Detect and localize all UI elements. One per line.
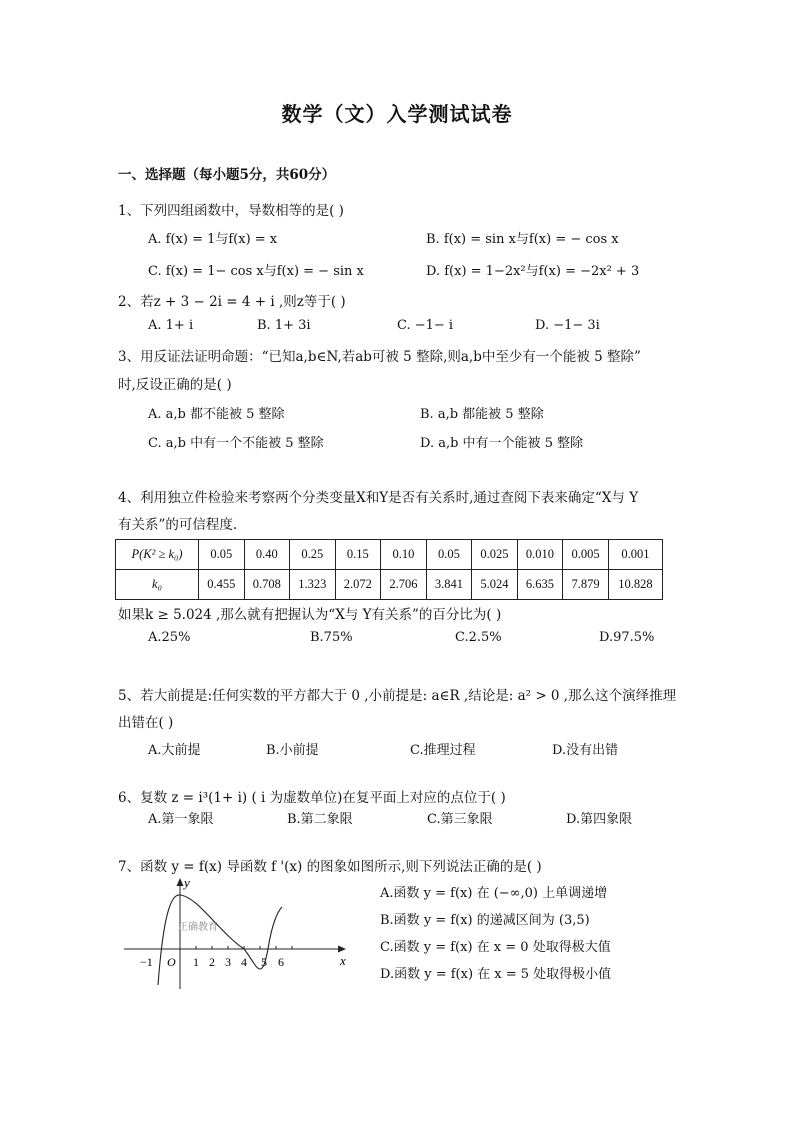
- table-row: [116, 570, 663, 600]
- question-2-option-b: B. 1+ 3i: [257, 318, 311, 333]
- question-3-option-d: D. a,b 中有一个能被 5 整除: [420, 436, 584, 451]
- section-heading: 一、选择题（每小题5分，共60分）: [118, 167, 336, 183]
- question-6-option-b: B.第二象限: [287, 812, 353, 827]
- x-axis-arrow-icon: [338, 946, 346, 953]
- question-3-stem-line-1: 3、用反证法证明命题：“已知a,b∈N,若ab可被 5 整除,则a,b中至少有一个能被 5 整除”: [118, 349, 641, 365]
- question-6-option-c: C.第三象限: [427, 812, 493, 827]
- question-6-option-a: A.第一象限: [148, 812, 214, 827]
- question-1-stem: 1、下列四组函数中，导数相等的是( ): [118, 203, 344, 219]
- question-1-option-c: C. f(x) = 1− cos x与f(x) = − sin x: [148, 264, 364, 279]
- x-axis-label: x: [340, 953, 346, 968]
- tick-label: 6: [278, 955, 284, 969]
- question-5-option-c: C.推理过程: [410, 743, 476, 758]
- tick-label: −1: [140, 955, 153, 969]
- table-cell: 0.05: [199, 540, 245, 570]
- question-7-stem: 7、函数 y = f(x) 导函数 f '(x) 的图象如图所示,则下列说法正确的是( ): [118, 859, 542, 875]
- tick-label: 4: [241, 955, 247, 969]
- y-axis-arrow-icon: [177, 878, 184, 886]
- tick-label: 2: [209, 955, 215, 969]
- question-5-option-d: D.没有出错: [552, 743, 619, 758]
- question-1-option-d: D. f(x) = 1−2x²与f(x) = −2x² + 3: [426, 264, 640, 279]
- table-cell: 0.005: [563, 540, 609, 570]
- question-4-stem-line-1: 4、利用独立件检验来考察两个分类变量X和Y是否有关系时,通过查阅下表来确定“X与 Y: [118, 490, 639, 506]
- table-cell: 6.635: [517, 570, 563, 600]
- table-cell: 0.25: [290, 540, 336, 570]
- y-axis-label: y: [184, 875, 190, 890]
- table-cell: 0.455: [199, 570, 245, 600]
- tick-label: 3: [225, 955, 231, 969]
- question-4-option-a: A.25%: [148, 630, 191, 645]
- table-cell: 7.879: [563, 570, 609, 600]
- question-2-option-c: C. −1− i: [397, 318, 454, 333]
- question-6-option-d: D.第四象限: [566, 812, 633, 827]
- table-cell: 0.001: [608, 540, 662, 570]
- question-3-stem-line-2: 时,反设正确的是( ): [118, 377, 232, 393]
- table-cell: 0.05: [426, 540, 472, 570]
- question-7-option-b: B.函数 y = f(x) 的递减区间为 (3,5): [380, 913, 590, 928]
- question-1-option-a: A. f(x) = 1与f(x) = x: [148, 232, 278, 247]
- question-3-option-c: C. a,b 中有一个不能被 5 整除: [148, 436, 324, 451]
- question-4-option-d: D.97.5%: [599, 630, 655, 645]
- question-4-option-c: C.2.5%: [455, 630, 502, 645]
- question-2-option-a: A. 1+ i: [148, 318, 194, 333]
- question-4-stem-line-3: 如果k ≥ 5.024 ,那么就有把握认为“X与 Y有关系”的百分比为( ): [118, 607, 502, 623]
- question-3-option-a: A. a,b 都不能被 5 整除: [148, 407, 285, 422]
- question-5-stem-line-1: 5、若大前提是:任何实数的平方都大于 0 ,小前提是: a∈R ,结论是: a² > 0 ,那么这个演绎推理: [118, 688, 677, 704]
- question-7-option-d: D.函数 y = f(x) 在 x = 5 处取得极小值: [380, 967, 612, 982]
- question-5-stem-line-2: 出错在( ): [118, 715, 174, 731]
- tick-label: 1: [193, 955, 199, 969]
- question-1-option-b: B. f(x) = sin x与f(x) = − cos x: [426, 232, 619, 247]
- table-cell: 3.841: [426, 570, 472, 600]
- derivative-graph: [118, 873, 358, 993]
- question-5-option-b: B.小前提: [266, 743, 319, 758]
- question-6-stem: 6、复数 z = i³(1+ i) ( i 为虚数单位)在复平面上对应的点位于( ): [118, 790, 506, 806]
- origin-label: O: [167, 955, 176, 969]
- table-cell: 10.828: [608, 570, 662, 600]
- tick-label: 5: [261, 955, 267, 969]
- table-cell: 2.706: [381, 570, 427, 600]
- table-cell: 1.323: [290, 570, 336, 600]
- watermark-text: 正确教育: [178, 922, 218, 933]
- table-cell: 0.025: [472, 540, 518, 570]
- question-5-option-a: A.大前提: [148, 743, 201, 758]
- page-title: 数学（文）入学测试试卷: [281, 102, 513, 126]
- question-7-option-c: C.函数 y = f(x) 在 x = 0 处取得极大值: [380, 940, 611, 955]
- table-cell: 0.010: [517, 540, 563, 570]
- table-cell: 5.024: [472, 570, 518, 600]
- table-cell: 0.15: [335, 540, 381, 570]
- question-2-stem: 2、若z + 3 − 2i = 4 + i ,则z等于( ): [118, 294, 346, 310]
- table-cell: 2.072: [335, 570, 381, 600]
- table-row: [116, 540, 663, 570]
- question-3-option-b: B. a,b 都能被 5 整除: [420, 407, 544, 422]
- table-cell: 0.40: [244, 540, 290, 570]
- question-4-option-b: B.75%: [310, 630, 353, 645]
- question-4-stem-line-2: 有关系”的可信程度.: [118, 517, 238, 533]
- critical-value-table: [115, 539, 663, 600]
- table-cell: 0.10: [381, 540, 427, 570]
- table-cell: 0.708: [244, 570, 290, 600]
- question-7-option-a: A.函数 y = f(x) 在 (−∞,0) 上单调递增: [380, 886, 608, 901]
- derivative-curve: [158, 895, 282, 985]
- table-row-header: k₀: [116, 570, 199, 600]
- table-row-header: P(K² ≥ k₀): [116, 540, 199, 570]
- question-2-option-d: D. −1− 3i: [535, 318, 600, 333]
